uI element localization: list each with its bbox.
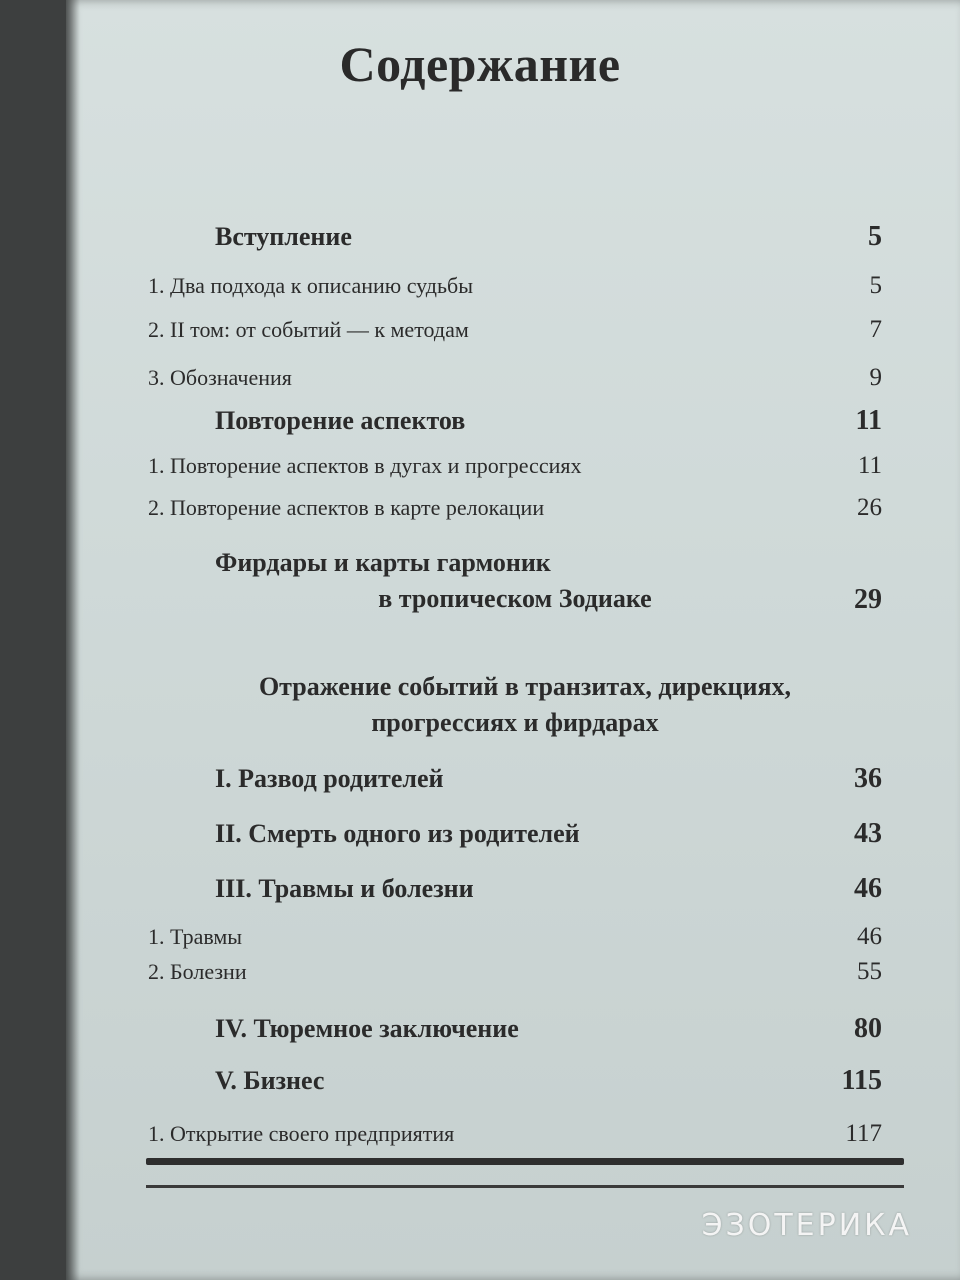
toc-subentry-page: 26 bbox=[857, 494, 882, 521]
toc-chapter bbox=[148, 763, 882, 795]
toc-section-line1: Отражение событий в транзитах, дирекциях, bbox=[258, 672, 792, 701]
footer-rule-thick bbox=[146, 1158, 904, 1165]
toc-subentry-page: 7 bbox=[869, 316, 882, 343]
toc-subentry bbox=[148, 1120, 882, 1148]
toc-subentry-page: 117 bbox=[845, 1120, 882, 1147]
toc-subentry-label: 2. Болезни bbox=[148, 959, 247, 984]
toc-subentry-label: 2. Повторение аспектов в карте релокации bbox=[148, 495, 545, 520]
toc-subentry-label: 1. Травмы bbox=[148, 924, 243, 949]
toc-entry-page: 29 bbox=[854, 584, 882, 615]
footer-rule-thin bbox=[146, 1185, 904, 1188]
toc-chapter-label: III. Травмы и болезни bbox=[215, 874, 474, 903]
toc-entry-repeat bbox=[148, 405, 882, 437]
toc-entry-page: 11 bbox=[855, 405, 882, 436]
toc-subentry bbox=[148, 365, 882, 392]
toc-entry-intro bbox=[148, 222, 882, 253]
toc-chapter-page: 46 bbox=[854, 873, 882, 904]
toc-subentry bbox=[148, 272, 882, 300]
toc-chapter-page: 115 bbox=[841, 1065, 882, 1096]
toc-subentry-page: 46 bbox=[857, 923, 882, 950]
toc-chapter-label: I. Развод родителей bbox=[215, 764, 444, 793]
toc-subentry-label: 1. Два подхода к описанию судьбы bbox=[148, 273, 473, 298]
toc-chapter bbox=[148, 1065, 882, 1097]
toc-entry-label-line2: в тропическом Зодиаке bbox=[378, 584, 652, 613]
toc-subentry-page: 11 bbox=[857, 452, 882, 479]
toc-subentry-label: 1. Открытие своего предприятия bbox=[148, 1121, 455, 1146]
toc-entry-firdar bbox=[148, 548, 882, 614]
toc-entry-label-line1: Фирдары и карты гармоник bbox=[215, 548, 551, 577]
watermark: ЭЗОТЕРИКА bbox=[701, 1208, 912, 1243]
toc-subentry bbox=[148, 495, 882, 522]
toc-section-events bbox=[148, 672, 882, 738]
toc-chapter-page: 80 bbox=[854, 1013, 882, 1044]
toc-chapter bbox=[148, 818, 882, 850]
toc-subentry-label: 3. Обозначения bbox=[148, 365, 292, 390]
toc-subentry-label: 2. II том: от событий — к методам bbox=[148, 317, 469, 342]
toc-chapter-label: II. Смерть одного из родителей bbox=[215, 819, 580, 848]
toc-entry-page: 5 bbox=[868, 221, 882, 252]
toc-subentry bbox=[148, 452, 882, 480]
toc-section-line2: прогрессиях и фирдарах bbox=[371, 708, 659, 737]
spine-shadow bbox=[66, 0, 80, 1280]
toc-subentry-page: 5 bbox=[869, 272, 882, 299]
toc-subentry-page: 55 bbox=[857, 958, 882, 985]
toc-subentry bbox=[148, 317, 882, 344]
toc-entry-label: Вступление bbox=[215, 222, 352, 251]
toc-chapter-label: V. Бизнес bbox=[215, 1066, 325, 1095]
toc-entry-label-line2-wrap bbox=[148, 584, 882, 614]
toc-subentry-label: 1. Повторение аспектов в дугах и прогрессиях bbox=[148, 453, 582, 478]
toc-subentry bbox=[148, 923, 882, 951]
toc-subentry-page: 9 bbox=[869, 364, 882, 391]
toc-subentry bbox=[148, 958, 882, 986]
toc-chapter bbox=[148, 1013, 882, 1045]
toc-chapter-label: IV. Тюремное заключение bbox=[215, 1014, 519, 1043]
toc-chapter-page: 43 bbox=[854, 818, 882, 849]
toc-chapter bbox=[148, 873, 882, 905]
toc-entry-label: Повторение аспектов bbox=[215, 406, 466, 435]
page-title: Содержание bbox=[339, 36, 621, 92]
toc-chapter-page: 36 bbox=[854, 763, 882, 794]
